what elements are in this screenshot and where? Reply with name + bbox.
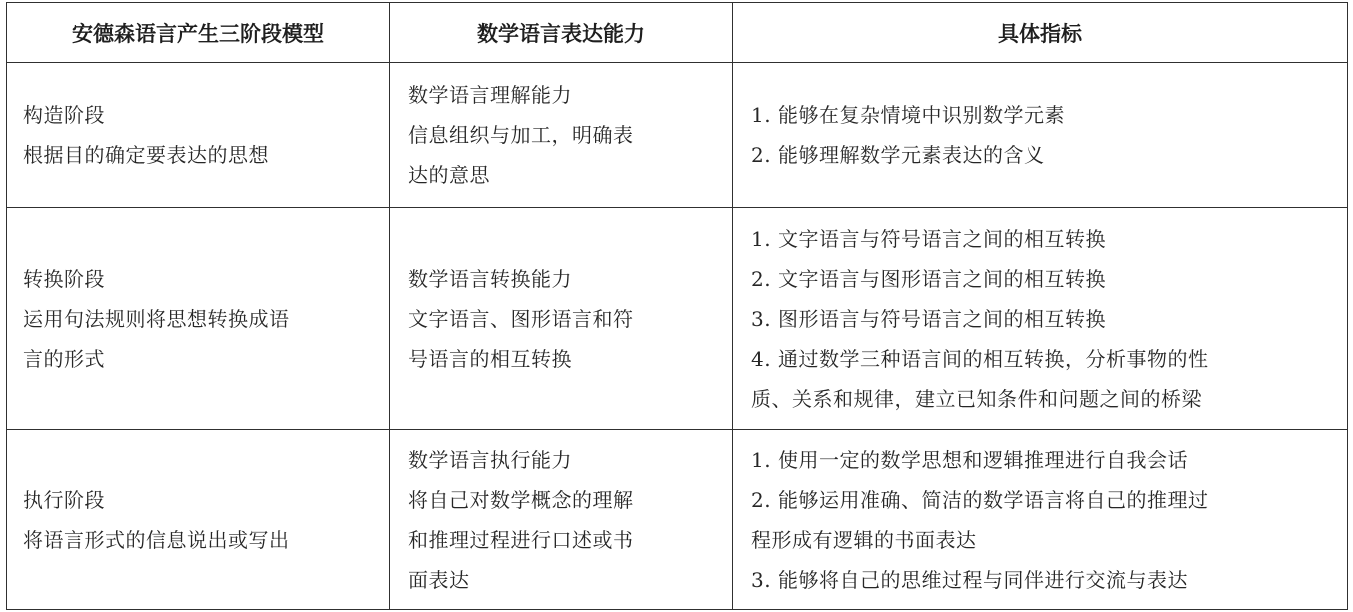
indicator-text: 程形成有逻辑的书面表达 <box>751 527 977 552</box>
header-expression-ability: 数学语言表达能力 <box>390 3 733 63</box>
ability-text: 数学语言理解能力 <box>408 83 572 107</box>
stage-text: 转换阶段 <box>23 266 105 291</box>
indicator-text: 4. 通过数学三种语言间的相互转换，分析事物的性 <box>751 346 1209 371</box>
ability-cell <box>390 63 733 208</box>
stage-text: 执行阶段 <box>23 487 105 512</box>
stage-text: 将语言形式的信息说出或写出 <box>23 527 290 552</box>
table-row <box>7 63 1348 208</box>
ability-text: 面表达 <box>408 567 470 592</box>
indicator-text: 3. 图形语言与符号语言之间的相互转换 <box>751 306 1106 331</box>
header-stage-model: 安德森语言产生三阶段模型 <box>7 3 390 63</box>
stage-text: 运用句法规则将思想转换成语 <box>23 306 290 331</box>
stage-cell <box>7 430 390 610</box>
stage-text: 言的形式 <box>23 346 105 371</box>
ability-text: 信息组织与加工，明确表 <box>408 123 634 147</box>
ability-text: 数学语言转换能力 <box>408 266 572 291</box>
indicator-text: 1. 能够在复杂情境中识别数学元素 <box>751 103 1065 127</box>
ability-cell <box>390 430 733 610</box>
comparison-table <box>6 2 1348 610</box>
indicator-text: 2. 能够运用准确、简洁的数学语言将自己的推理过 <box>751 487 1209 512</box>
stage-cell <box>7 208 390 430</box>
ability-text: 文字语言、图形语言和符 <box>408 306 634 331</box>
ability-text: 号语言的相互转换 <box>408 346 572 371</box>
indicator-text: 质、关系和规律，建立已知条件和问题之间的桥梁 <box>751 386 1202 411</box>
ability-text: 和推理过程进行口述或书 <box>408 527 634 552</box>
ability-text: 数学语言执行能力 <box>408 447 572 472</box>
ability-text: 达的意思 <box>408 163 490 187</box>
header-specific-indicators: 具体指标 <box>733 3 1348 63</box>
table-row <box>7 208 1348 430</box>
indicator-text: 1. 文字语言与符号语言之间的相互转换 <box>751 226 1106 251</box>
indicator-text: 2. 文字语言与图形语言之间的相互转换 <box>751 266 1106 291</box>
indicator-cell <box>733 63 1348 208</box>
stage-text: 构造阶段 <box>23 103 105 127</box>
ability-cell <box>390 208 733 430</box>
table-row <box>7 430 1348 610</box>
indicator-cell <box>733 430 1348 610</box>
indicator-text: 3. 能够将自己的思维过程与同伴进行交流与表达 <box>751 567 1188 592</box>
ability-text: 将自己对数学概念的理解 <box>408 487 634 512</box>
stage-cell <box>7 63 390 208</box>
indicator-text: 2. 能够理解数学元素表达的含义 <box>751 143 1045 167</box>
indicator-cell <box>733 208 1348 430</box>
table-header-row <box>7 3 1348 63</box>
stage-text: 根据目的确定要表达的思想 <box>23 143 269 167</box>
indicator-text: 1. 使用一定的数学思想和逻辑推理进行自我会话 <box>751 447 1188 472</box>
